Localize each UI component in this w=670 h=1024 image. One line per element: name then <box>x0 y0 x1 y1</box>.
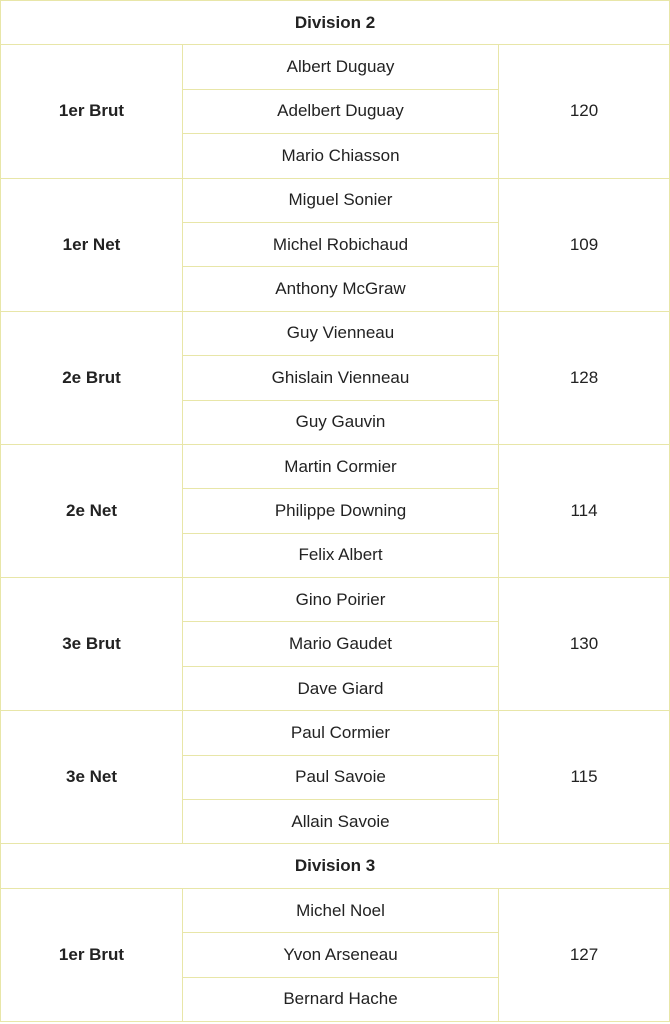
player-name: Allain Savoie <box>183 800 499 844</box>
category-label: 1er Brut <box>1 45 183 178</box>
table-row <box>1 444 670 488</box>
team-score: 109 <box>499 178 670 311</box>
player-name: Albert Duguay <box>183 45 499 89</box>
player-name: Adelbert Duguay <box>183 89 499 133</box>
division-header-row <box>1 844 670 888</box>
table-row <box>1 178 670 222</box>
category-label: 3e Net <box>1 711 183 844</box>
table-row <box>1 888 670 932</box>
player-name: Mario Chiasson <box>183 134 499 178</box>
division-title: Division 3 <box>1 844 670 888</box>
player-name: Mario Gaudet <box>183 622 499 666</box>
category-label: 3e Brut <box>1 578 183 711</box>
team-score: 128 <box>499 311 670 444</box>
player-name: Gino Poirier <box>183 578 499 622</box>
team-score: 114 <box>499 444 670 577</box>
player-name: Yvon Arseneau <box>183 933 499 977</box>
table-row <box>1 311 670 355</box>
division-header-row <box>1 1 670 45</box>
team-score: 130 <box>499 578 670 711</box>
player-name: Anthony McGraw <box>183 267 499 311</box>
category-label: 2e Brut <box>1 311 183 444</box>
player-name: Paul Cormier <box>183 711 499 755</box>
division-title: Division 2 <box>1 1 670 45</box>
table-row <box>1 45 670 89</box>
player-name: Dave Giard <box>183 666 499 710</box>
table-row <box>1 711 670 755</box>
player-name: Felix Albert <box>183 533 499 577</box>
player-name: Paul Savoie <box>183 755 499 799</box>
player-name: Miguel Sonier <box>183 178 499 222</box>
player-name: Guy Gauvin <box>183 400 499 444</box>
player-name: Guy Vienneau <box>183 311 499 355</box>
team-score: 127 <box>499 888 670 1021</box>
player-name: Ghislain Vienneau <box>183 356 499 400</box>
team-score: 120 <box>499 45 670 178</box>
table-row <box>1 578 670 622</box>
results-table-body <box>1 1 670 1022</box>
player-name: Bernard Hache <box>183 977 499 1021</box>
player-name: Martin Cormier <box>183 444 499 488</box>
player-name: Michel Noel <box>183 888 499 932</box>
player-name: Michel Robichaud <box>183 222 499 266</box>
category-label: 1er Brut <box>1 888 183 1021</box>
category-label: 1er Net <box>1 178 183 311</box>
player-name: Philippe Downing <box>183 489 499 533</box>
team-score: 115 <box>499 711 670 844</box>
category-label: 2e Net <box>1 444 183 577</box>
